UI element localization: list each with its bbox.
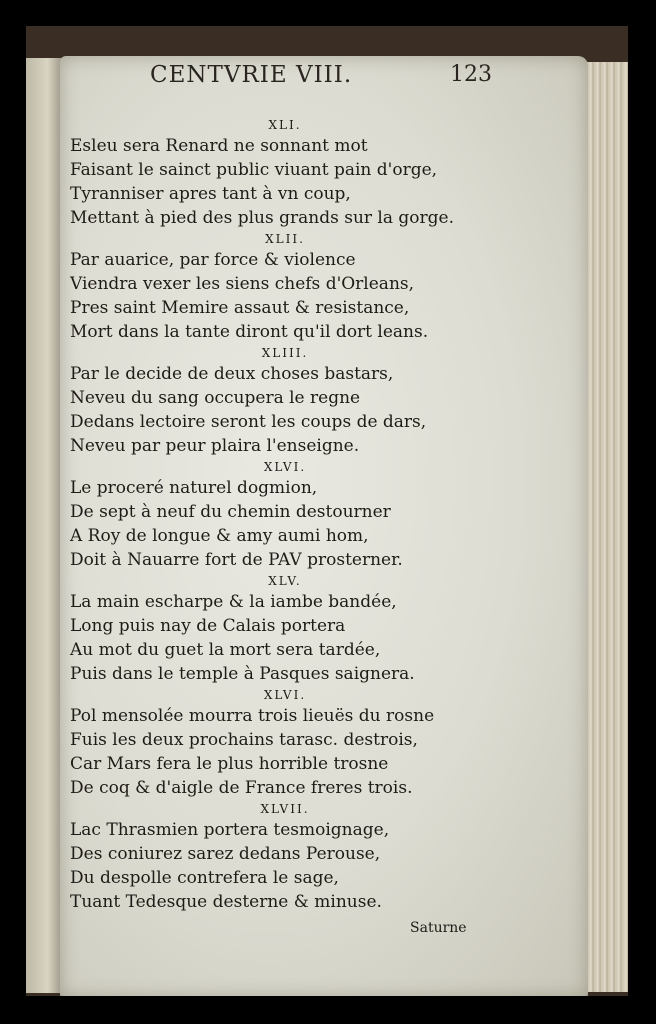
verse-line: Neveu par peur plaira l'enseigne. bbox=[70, 436, 360, 456]
quatrain-numeral: XLIII. bbox=[261, 346, 309, 360]
verse-line: Pol mensolée mourra trois lieuës du rosne bbox=[70, 706, 435, 726]
catchword: Saturne bbox=[410, 920, 467, 936]
quatrain bbox=[70, 230, 500, 344]
quatrain-numeral: XLI. bbox=[268, 118, 302, 132]
quatrain-numeral: XLV. bbox=[268, 574, 302, 588]
verse-line: Au mot du guet la mort sera tardée, bbox=[70, 640, 381, 660]
verse-line: Par le decide de deux choses bastars, bbox=[70, 364, 394, 384]
verse-line: Long puis nay de Calais portera bbox=[70, 616, 346, 636]
quatrain-numeral: XLVI. bbox=[263, 688, 307, 702]
verse-line: A Roy de longue & amy aumi hom, bbox=[70, 526, 369, 546]
verse-line: Tuant Tedesque desterne & minuse. bbox=[70, 892, 382, 912]
verse-line: Neveu du sang occupera le regne bbox=[70, 388, 361, 408]
verse-line: La main escharpe & la iambe bandée, bbox=[70, 592, 397, 612]
verse-line: Par auarice, par force & violence bbox=[70, 250, 356, 270]
page-number: 123 bbox=[450, 62, 492, 87]
verse-line: Faisant le sainct public viuant pain d'orge, bbox=[70, 160, 438, 180]
verse-line: Car Mars fera le plus horrible trosne bbox=[70, 754, 389, 774]
quatrain bbox=[70, 686, 500, 800]
verse-line: Viendra vexer les siens chefs d'Orleans, bbox=[70, 274, 415, 294]
quatrain bbox=[70, 458, 500, 572]
verse-line: Puis dans le temple à Pasques saignera. bbox=[70, 664, 415, 684]
quatrain-numeral: XLVI. bbox=[263, 460, 307, 474]
page-header bbox=[150, 62, 490, 102]
verse-line: Esleu sera Renard ne sonnant mot bbox=[70, 136, 368, 156]
quatrain-numeral: XLVII. bbox=[260, 802, 310, 816]
left-page-edge bbox=[26, 58, 62, 993]
verse-line: Mettant à pied des plus grands sur la gorge. bbox=[70, 208, 454, 228]
quatrain bbox=[70, 344, 500, 458]
verse-line: Mort dans la tante diront qu'il dort leans. bbox=[70, 322, 429, 342]
verse-line: De sept à neuf du chemin destourner bbox=[70, 502, 391, 522]
running-title: CENTVRIE VIII. bbox=[150, 62, 353, 88]
verse-line: Lac Thrasmien portera tesmoignage, bbox=[70, 820, 390, 840]
quatrain-numeral: XLII. bbox=[265, 232, 305, 246]
quatrain bbox=[70, 116, 500, 230]
verse-line: Tyranniser apres tant à vn coup, bbox=[70, 184, 351, 204]
verse-line: Des coniurez sarez dedans Perouse, bbox=[70, 844, 381, 864]
verse-line: De coq & d'aigle de France freres trois. bbox=[70, 778, 413, 798]
quatrain-list bbox=[70, 116, 500, 914]
verse-line: Du despolle contrefera le sage, bbox=[70, 868, 339, 888]
verse-line: Fuis les deux prochains tarasc. destrois, bbox=[70, 730, 418, 750]
verse-line: Dedans lectoire seront les coups de dars, bbox=[70, 412, 427, 432]
verse-line: Doit à Nauarre fort de PAV prosterner. bbox=[70, 550, 403, 570]
verse-line: Le proceré naturel dogmion, bbox=[70, 478, 318, 498]
quatrain bbox=[70, 800, 500, 914]
verse-line: Pres saint Memire assaut & resistance, bbox=[70, 298, 410, 318]
quatrain bbox=[70, 572, 500, 686]
